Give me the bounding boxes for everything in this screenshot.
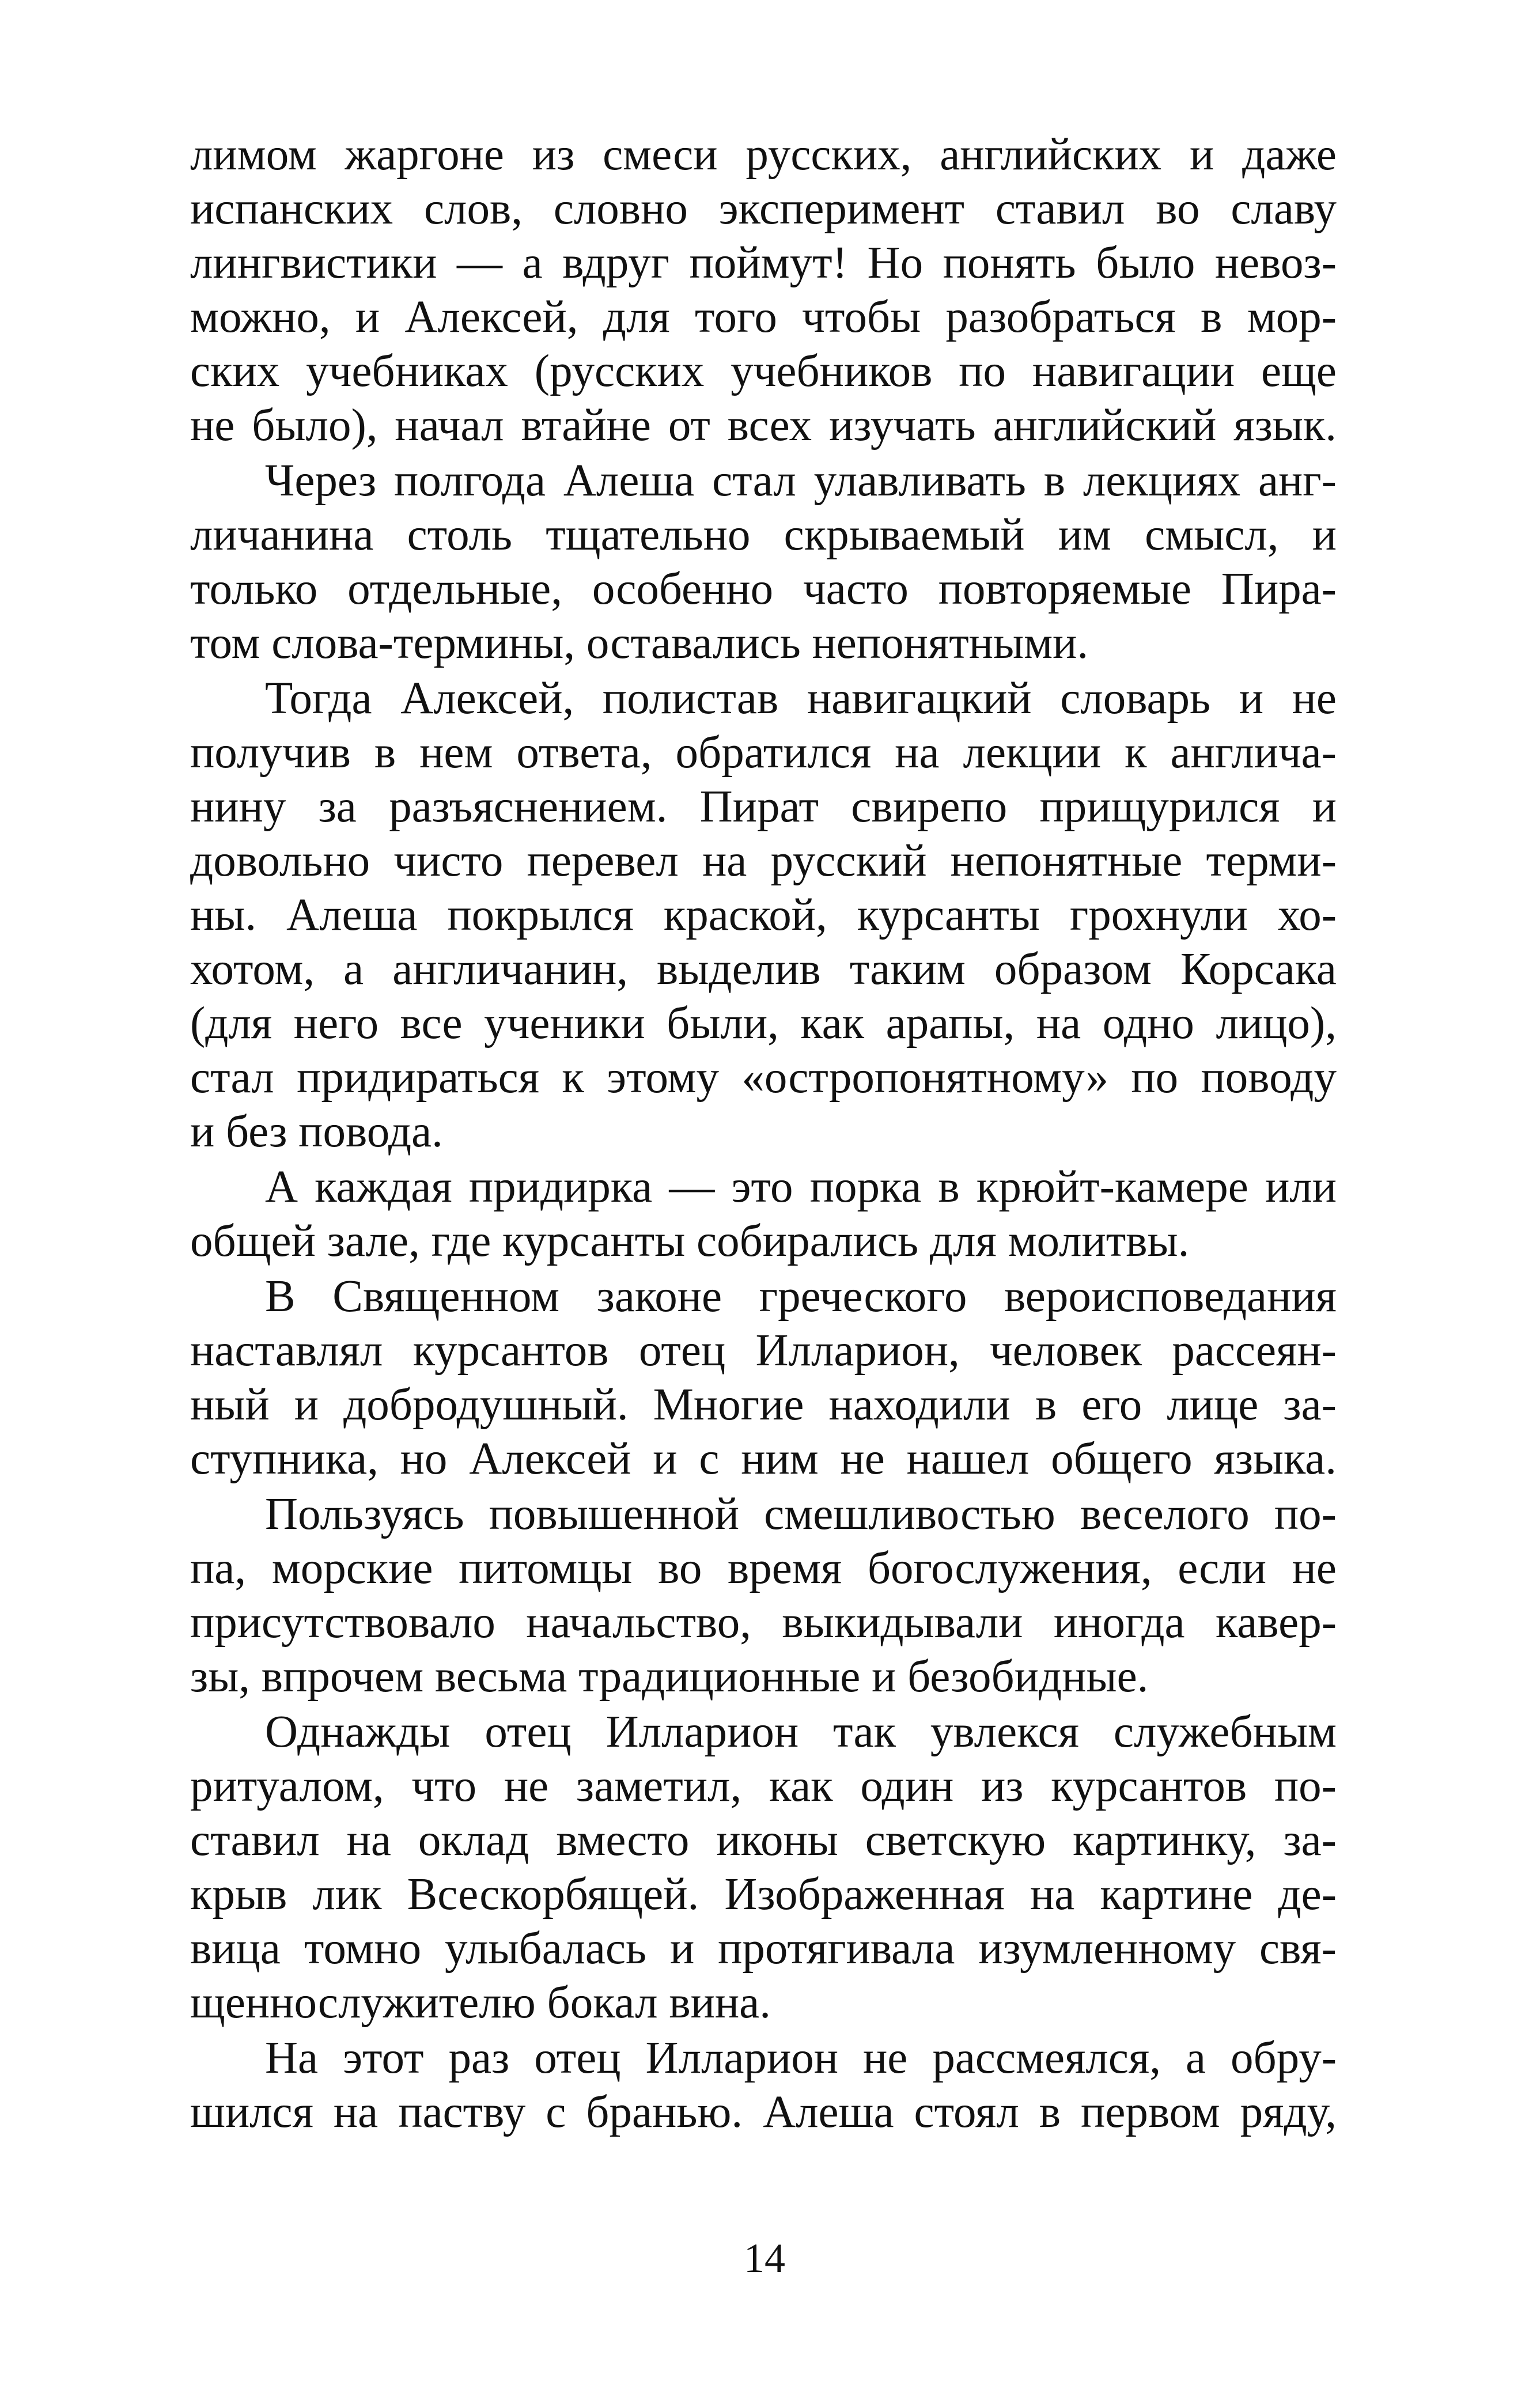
text-line: лингвистики — а вдруг поймут! Но понять было невоз- — [190, 238, 1337, 288]
paragraph — [190, 1705, 1337, 2030]
paragraph — [190, 454, 1337, 671]
text-line: А каждая придирка — это порка в крюйт-камере или — [265, 1162, 1337, 1212]
text-line: нину за разъяснением. Пират свирепо прищурился и — [190, 782, 1337, 832]
paragraph — [190, 1270, 1337, 1486]
text-line: ны. Алеша покрылся краской, курсанты грохнули хо- — [190, 890, 1337, 940]
paragraph — [190, 672, 1337, 1159]
text-line: Через полгода Алеша стал улавливать в лекциях анг- — [265, 456, 1337, 506]
text-line: На этот раз отец Илларион не рассмеялся, а обру- — [265, 2033, 1337, 2083]
text-line: личанина столь тщательно скрываемый им смысл, и — [190, 510, 1337, 560]
text-line: лимом жаргоне из смеси русских, английских и даже — [190, 130, 1337, 180]
text-line: ступника, но Алексей и с ним не нашел общего языка. — [190, 1434, 1337, 1484]
text-line: шился на паству с бранью. Алеша стоял в первом ряду, — [190, 2087, 1337, 2137]
text-line: вица томно улыбалась и протягивала изумленному свя- — [190, 1924, 1337, 1974]
page-number: 14 — [744, 2235, 785, 2281]
text-line: том слова-термины, оставались непонятными. — [190, 618, 1089, 668]
paragraph — [190, 2031, 1337, 2140]
text-line: общей зале, где курсанты собирались для молитвы. — [190, 1216, 1190, 1266]
text-line: испанских слов, словно эксперимент ставил во славу — [190, 184, 1337, 234]
text-line: не было), начал втайне от всех изучать английский язык. — [190, 400, 1337, 450]
text-line: В Священном законе греческого вероисповедания — [265, 1271, 1337, 1322]
text-line: только отдельные, особенно часто повторяемые Пира- — [190, 564, 1337, 614]
text-line: ритуалом, что не заметил, как один из курсантов по- — [190, 1761, 1337, 1811]
text-line: наставлял курсантов отец Илларион, человек рассеян- — [190, 1326, 1337, 1376]
text-line: ставил на оклад вместо иконы светскую картинку, за- — [190, 1815, 1337, 1865]
text-line: получив в нем ответа, обратился на лекции к англича- — [190, 728, 1337, 778]
text-line: Однажды отец Илларион так увлекся служебным — [265, 1707, 1337, 1757]
text-line: щеннослужителю бокал вина. — [190, 1978, 771, 2028]
paragraph — [190, 1160, 1337, 1269]
text-line: ный и добродушный. Многие находили в его лице за- — [190, 1380, 1337, 1430]
text-line: можно, и Алексей, для того чтобы разобраться в мор- — [190, 292, 1337, 342]
paragraph — [190, 1487, 1337, 1704]
text-line: крыв лик Всескорбящей. Изображенная на картине де- — [190, 1869, 1337, 1919]
text-line: Тогда Алексей, полистав навигацкий словарь и не — [265, 673, 1337, 724]
text-line: зы, впрочем весьма традиционные и безобидные. — [190, 1652, 1149, 1702]
text-line: ских учебниках (русских учебников по навигации еще — [190, 346, 1337, 396]
text-line: присутствовало начальство, выкидывали иногда кавер- — [190, 1597, 1337, 1648]
text-block — [190, 128, 1337, 2140]
text-line: стал придираться к этому «остропонятному» по поводу — [190, 1052, 1337, 1103]
text-line: хотом, а англичанин, выделив таким образом Корсака — [190, 944, 1337, 994]
text-line: па, морские питомцы во время богослужения, если не — [190, 1543, 1337, 1593]
text-line: довольно чисто перевел на русский непонятные терми- — [190, 836, 1337, 886]
text-line: Пользуясь повышенной смешливостью веселого по- — [265, 1489, 1337, 1539]
paragraph — [190, 128, 1337, 453]
text-line: (для него все ученики были, как арапы, на одно лицо), — [190, 998, 1337, 1048]
text-line: и без повода. — [190, 1107, 443, 1157]
